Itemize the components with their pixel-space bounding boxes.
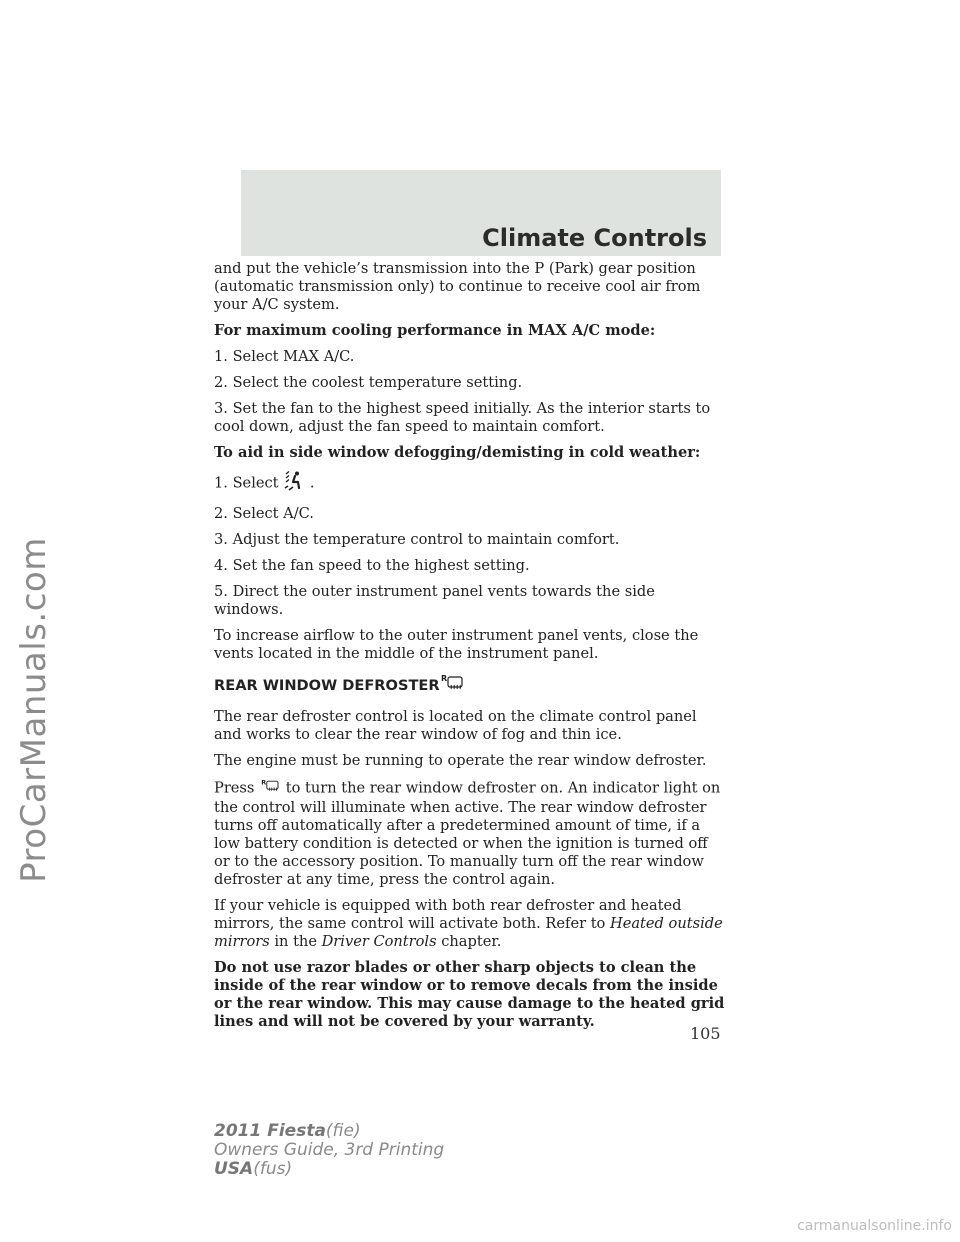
rear-paragraph-3-text: to turn the rear window defroster on. An indicator light on the control will illuminate when active. The rear window defroster turns off automatically after a predetermined amount of time, if a low battery condition is detected or when the ignition is turned off or to the accessory position. To manually turn off the rear window defroster at any time, press the control again. [214, 779, 721, 888]
footer-market-code: (fus) [253, 1159, 293, 1179]
max-ac-heading: For maximum cooling performance in MAX A/C mode: [214, 322, 656, 339]
max-step-2: 2. Select the coolest temperature setting. [214, 374, 523, 391]
rear-defrost-icon [440, 673, 464, 698]
rear-paragraph-2: The engine must be running to operate the rear window defroster. [214, 752, 707, 769]
rear-paragraph-3-prefix: Press [214, 779, 255, 797]
footer-model: 2011 Fiesta [214, 1121, 326, 1141]
rear-paragraph-4 [214, 897, 726, 951]
defog-step-3: 3. Adjust the temperature control to maintain comfort. [214, 531, 620, 548]
page-content [214, 260, 726, 1039]
heated-mirrors-reference: Heated outside mirrors [214, 915, 723, 950]
svg-text:R: R [261, 778, 267, 787]
defog-step-4: 4. Set the fan speed to the highest setting. [214, 557, 530, 574]
section-header [241, 170, 721, 256]
svg-text:R: R [440, 674, 447, 683]
footer-line-3 [214, 1160, 444, 1179]
page-number: 105 [690, 1024, 721, 1043]
side-watermark-text: ProCarManuals.com [14, 537, 54, 883]
max-step-1: 1. Select MAX A/C. [214, 348, 355, 365]
rear-paragraph-4-text-b: in the [269, 933, 322, 950]
rear-paragraph-4-text-c: chapter. [436, 933, 502, 950]
rear-paragraph-4-text-a: If your vehicle is equipped with both rear defroster and heated mirrors, the same control will activate both. Refer to [214, 897, 682, 932]
intro-paragraph: and put the vehicle’s transmission into the P (Park) gear position (automatic transmission only) to continue to receive cool air from your A/C system. [214, 260, 701, 313]
defog-step-1-suffix: . [309, 474, 315, 492]
defog-step-5: 5. Direct the outer instrument panel vents towards the side windows. [214, 583, 655, 618]
document-footer [214, 1122, 444, 1179]
footer-market: USA [214, 1159, 254, 1179]
airflow-note: To increase airflow to the outer instrument panel vents, close the vents located in the middle of the instrument panel. [214, 627, 699, 662]
rear-defroster-heading [214, 673, 726, 698]
floor-windshield-vent-icon [283, 470, 305, 497]
defog-step-2: 2. Select A/C. [214, 505, 314, 522]
driver-controls-reference: Driver Controls [321, 933, 437, 950]
section-title: Climate Controls [482, 224, 707, 252]
defog-step-1 [214, 470, 726, 497]
footer-model-code: (fie) [325, 1121, 361, 1141]
footer-line-1 [214, 1122, 444, 1141]
rear-defrost-inline-icon [259, 778, 281, 799]
defog-heading: To aid in side window defogging/demisting in cold weather: [214, 444, 701, 461]
side-watermark [6, 330, 62, 1090]
rear-paragraph-1: The rear defroster control is located on the climate control panel and works to clear the rear window of fog and thin ice. [214, 708, 697, 743]
warning-paragraph: Do not use razor blades or other sharp objects to clean the inside of the rear window or to remove decals from the inside or the rear window. This may cause damage to the heated grid lines and will not be covered by your warranty. [214, 959, 725, 1030]
footer-line-2: Owners Guide, 3rd Printing [214, 1140, 445, 1160]
rear-paragraph-3 [214, 778, 726, 889]
defog-step-1-prefix: 1. Select [214, 474, 279, 492]
rear-defroster-heading-text: REAR WINDOW DEFROSTER [214, 676, 440, 694]
bottom-watermark: carmanualsonline.info [797, 1218, 952, 1234]
max-step-3: 3. Set the fan to the highest speed initially. As the interior starts to cool down, adjust the fan speed to maintain comfort. [214, 400, 711, 435]
